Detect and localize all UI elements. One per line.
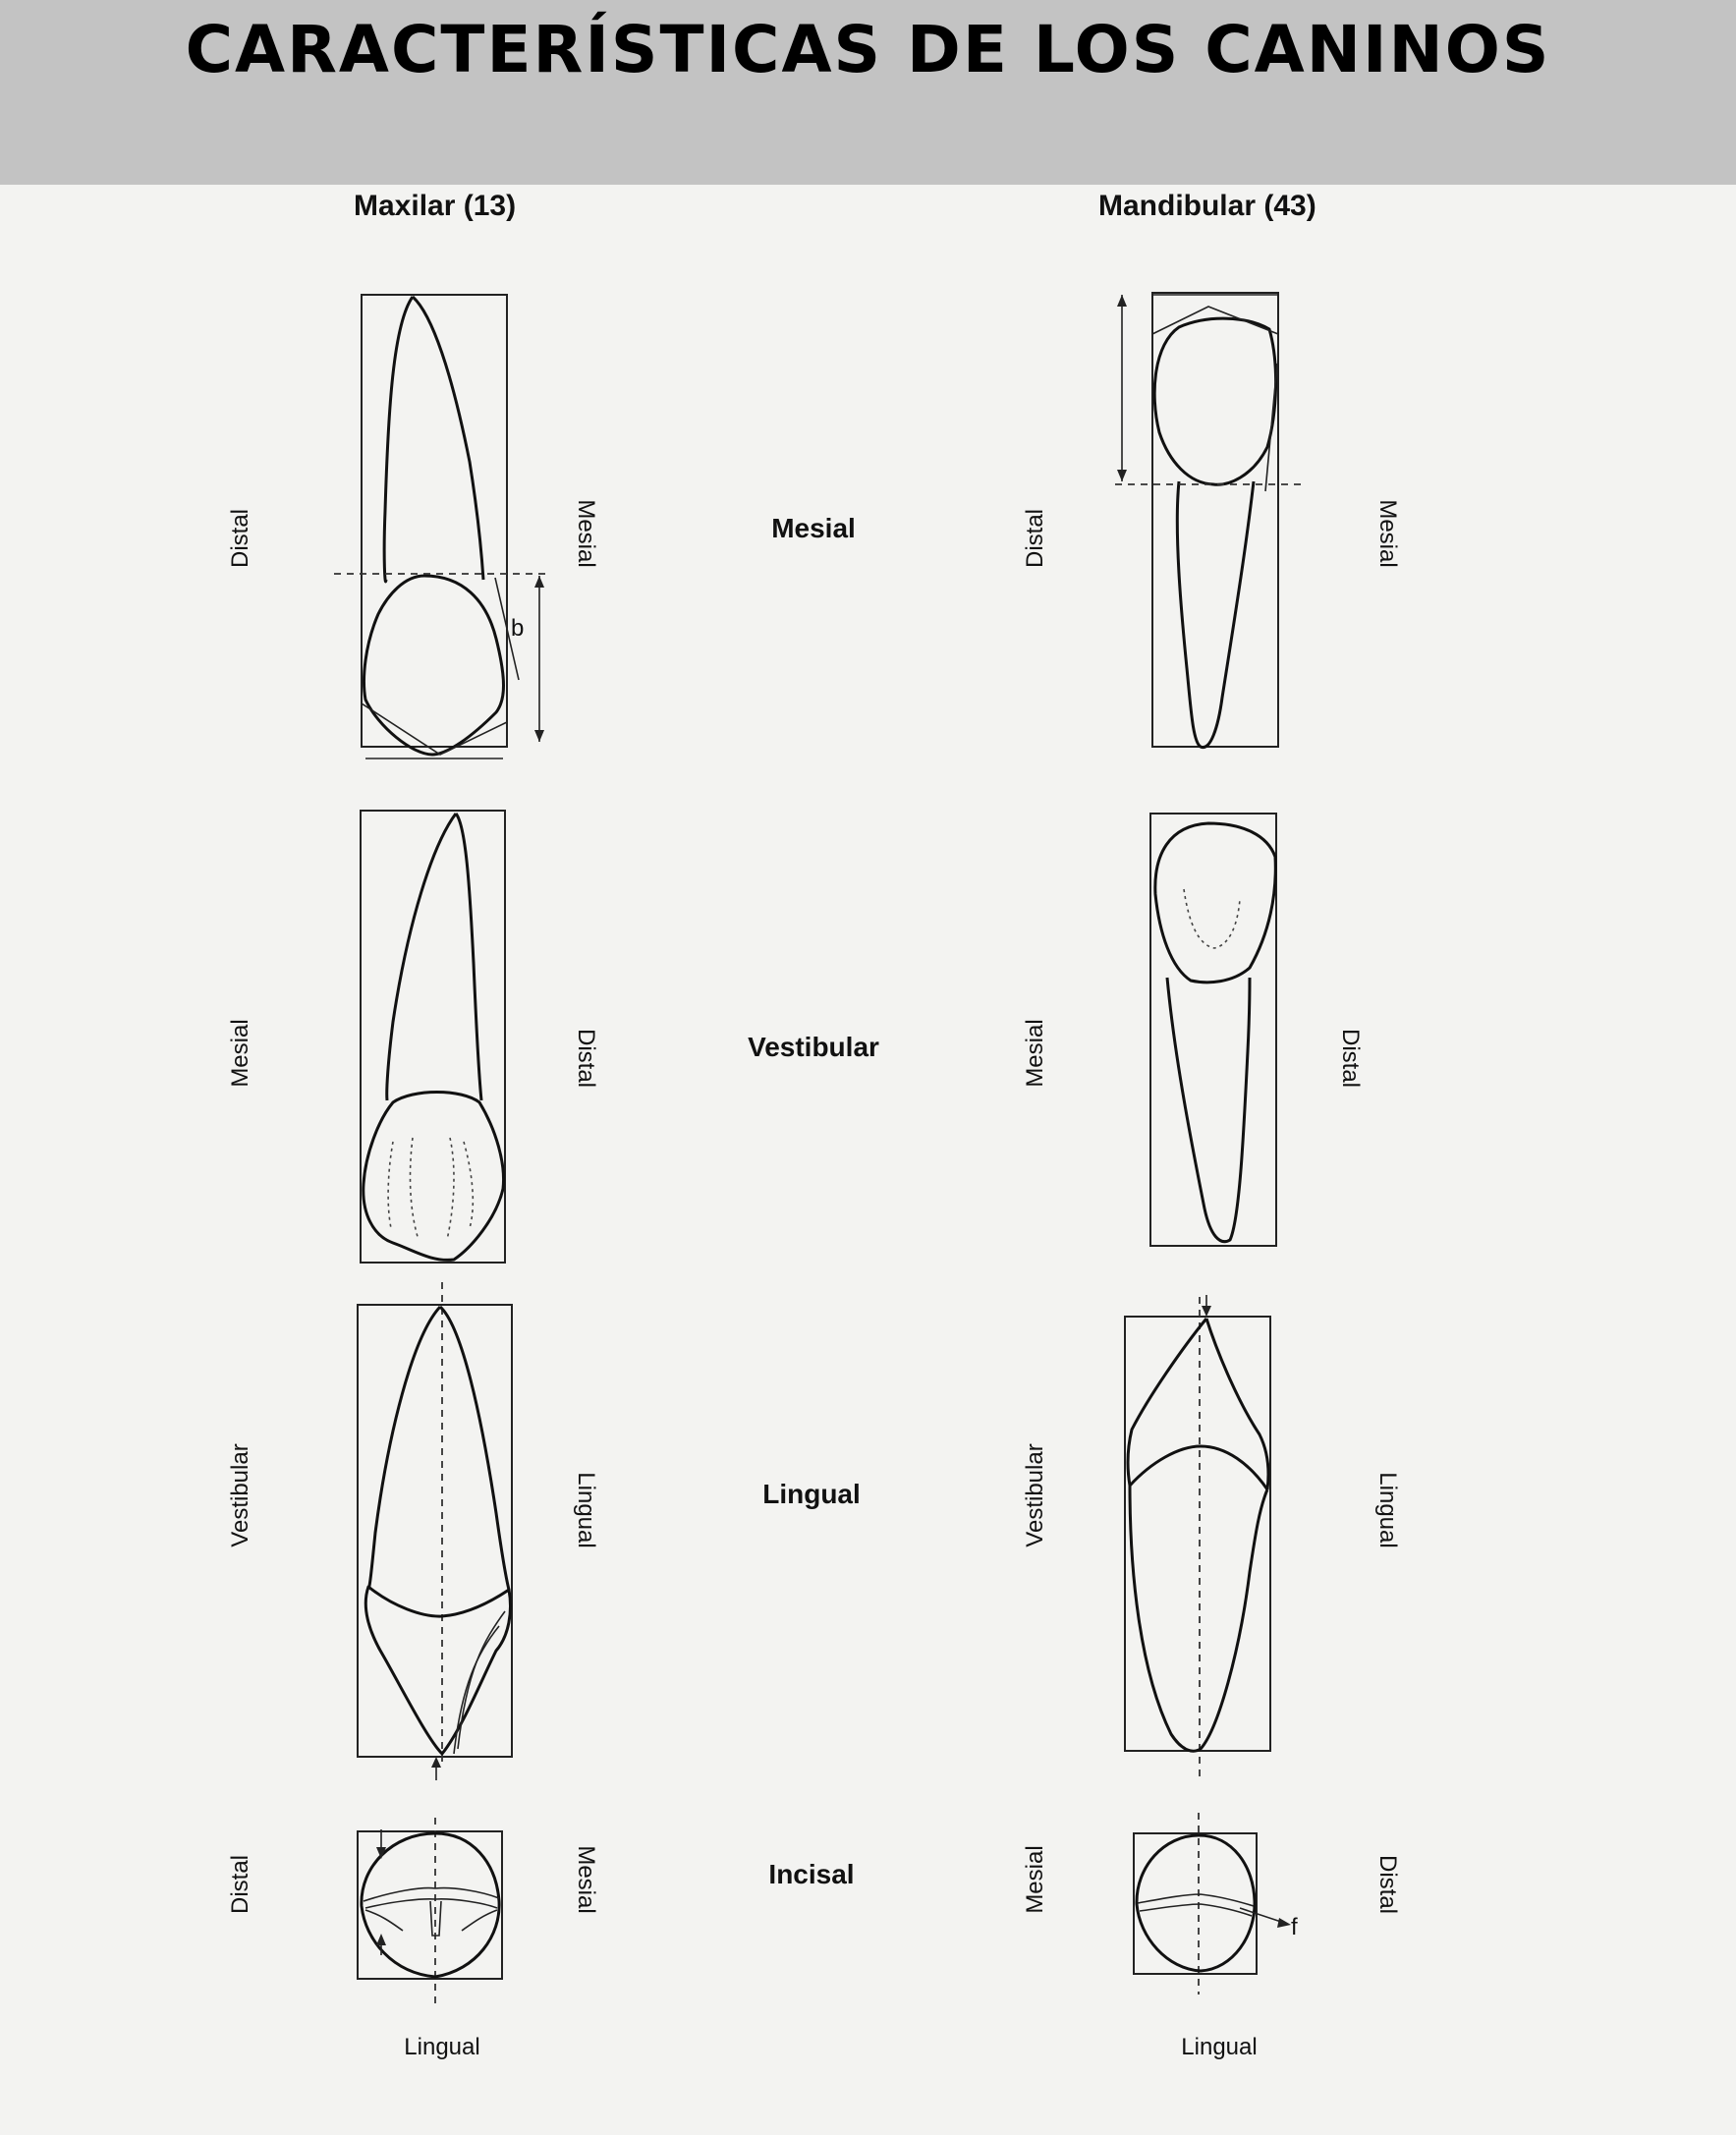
maxilar-lingual-root-left bbox=[368, 1307, 440, 1588]
maxilar-incisal-cingulum-ridge bbox=[430, 1901, 441, 1936]
mandibular-mesial-crown bbox=[1154, 318, 1275, 484]
mandibular-lingual-root bbox=[1130, 1486, 1267, 1751]
maxilar-vestibular-groove-2 bbox=[411, 1138, 419, 1240]
mandibular-lingual-cej bbox=[1130, 1446, 1267, 1489]
maxilar-mesial-tooth bbox=[334, 295, 545, 758]
marker-f: f bbox=[1291, 1914, 1298, 1940]
side-label-r4-maxilar-right: Mesial bbox=[573, 1845, 599, 1914]
side-label-r1-maxilar-left: Distal bbox=[227, 508, 253, 569]
view-label-vestibular: Vestibular bbox=[748, 1032, 879, 1062]
mandibular-lingual-tooth bbox=[1125, 1295, 1270, 1778]
maxilar-lingual-crown bbox=[365, 1587, 510, 1754]
bottom-label-maxilar: Lingual bbox=[404, 2034, 480, 2060]
view-label-incisal: Incisal bbox=[768, 1859, 855, 1889]
side-label-r2-maxilar-right: Distal bbox=[573, 1028, 599, 1089]
mandibular-vestibular-tooth bbox=[1150, 814, 1276, 1246]
marker-b: b bbox=[511, 615, 525, 642]
maxilar-lingual-root-right bbox=[440, 1307, 509, 1590]
mandibular-incisal-tooth bbox=[1134, 1813, 1298, 1995]
maxilar-vestibular-groove-4 bbox=[464, 1142, 473, 1228]
arrow-head-up bbox=[534, 576, 544, 588]
side-label-r1-mandibular-right: Mesial bbox=[1374, 499, 1401, 568]
maxilar-vestibular-groove-1 bbox=[388, 1142, 393, 1228]
mandibular-lingual-crown-right bbox=[1206, 1319, 1268, 1489]
column-header-mandibular: Mandibular (43) bbox=[1098, 190, 1316, 222]
side-label-r3-mandibular-right: Lingual bbox=[1374, 1472, 1401, 1548]
side-label-r1-mandibular-left: Distal bbox=[1022, 508, 1048, 569]
page-title: CARACTERÍSTICAS DE LOS CANINOS bbox=[185, 12, 1551, 87]
mandibular-incisal-ridge-2 bbox=[1140, 1904, 1252, 1916]
maxilar-mesial-root-left bbox=[384, 297, 413, 582]
mandibular-incisal-outline bbox=[1137, 1835, 1255, 1971]
maxilar-vestibular-root-left bbox=[387, 814, 456, 1100]
side-label-r3-maxilar-left: Vestibular bbox=[227, 1443, 253, 1547]
side-label-r4-maxilar-left: Distal bbox=[227, 1854, 253, 1915]
bottom-label-mandibular: Lingual bbox=[1181, 2034, 1258, 2060]
maxilar-mesial-crown bbox=[364, 576, 504, 755]
maxilar-vestibular-groove-3 bbox=[447, 1138, 454, 1240]
side-label-r3-maxilar-right: Lingual bbox=[573, 1472, 599, 1548]
maxilar-incisal-tooth bbox=[358, 1818, 502, 2004]
arrow-head-down bbox=[534, 730, 544, 742]
maxilar-vestibular-tooth bbox=[361, 811, 505, 1263]
mandibular-vestibular-root bbox=[1167, 978, 1250, 1242]
maxilar-vestibular-crown bbox=[364, 1093, 504, 1261]
side-label-r4-mandibular-left: Mesial bbox=[1022, 1845, 1048, 1914]
mandibular-mesial-box bbox=[1152, 293, 1278, 747]
side-label-r1-maxilar-right: Mesial bbox=[573, 499, 599, 568]
arrow-head-right bbox=[1277, 1918, 1291, 1928]
mandibular-mesial-contour-line bbox=[1265, 364, 1277, 491]
mandibular-mesial-root bbox=[1177, 481, 1254, 748]
mandibular-vestibular-crown bbox=[1155, 823, 1275, 983]
side-label-r3-mandibular-left: Vestibular bbox=[1022, 1443, 1048, 1547]
view-label-mesial: Mesial bbox=[771, 513, 856, 543]
arrow-head-up bbox=[431, 1757, 441, 1768]
side-label-r2-mandibular-right: Distal bbox=[1337, 1028, 1364, 1089]
maxilar-vestibular-box bbox=[361, 811, 505, 1263]
mandibular-mesial-tooth bbox=[1115, 293, 1307, 748]
mandibular-mesial-cusp-lines bbox=[1152, 307, 1278, 334]
column-header-maxilar: Maxilar (13) bbox=[354, 190, 517, 222]
view-label-lingual: Lingual bbox=[762, 1479, 861, 1509]
maxilar-vestibular-root-right bbox=[456, 814, 481, 1100]
arrow-head-down bbox=[1202, 1306, 1211, 1317]
mandibular-lingual-crown-left bbox=[1128, 1319, 1206, 1486]
maxilar-lingual-tooth bbox=[358, 1282, 512, 1780]
arrow-head-up bbox=[376, 1934, 386, 1945]
arrow-head-down bbox=[1117, 470, 1127, 481]
maxilar-lingual-box bbox=[358, 1305, 512, 1757]
side-label-r2-mandibular-left: Mesial bbox=[1022, 1019, 1048, 1088]
mandibular-vestibular-box bbox=[1150, 814, 1276, 1246]
mandibular-lingual-box bbox=[1125, 1317, 1270, 1751]
mandibular-vestibular-groove bbox=[1184, 889, 1240, 948]
maxilar-mesial-root-right bbox=[413, 297, 483, 580]
side-label-r2-maxilar-left: Mesial bbox=[227, 1019, 253, 1088]
arrow-head-up bbox=[1117, 295, 1127, 307]
side-label-r4-mandibular-right: Distal bbox=[1374, 1854, 1401, 1915]
